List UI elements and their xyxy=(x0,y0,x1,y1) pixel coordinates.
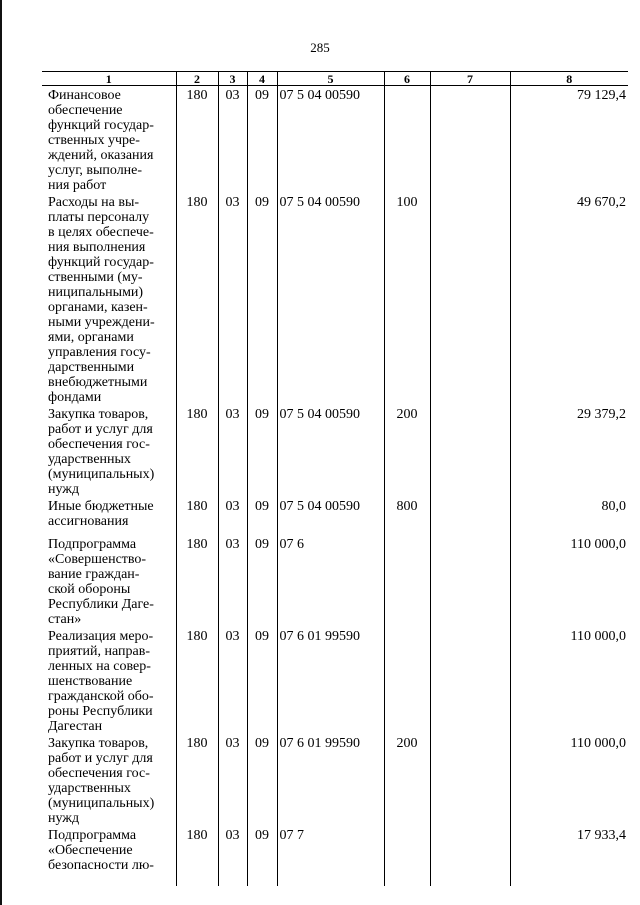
row-name: Закупка товаров, работ и услуг для обеспечения гос- ударственных (муниципальных) нужд xyxy=(48,736,155,826)
cell-section: 03 xyxy=(218,405,247,497)
cell-code: 180 xyxy=(176,627,218,734)
cell-amount: 29 379,2 xyxy=(510,405,628,497)
cell-expense-type: 100 xyxy=(384,193,430,405)
row-name: Подпрограмма «Обеспечение безопасности лю- xyxy=(48,828,154,873)
cell-target: 07 6 xyxy=(277,535,384,627)
cell-subsection: 09 xyxy=(247,193,277,405)
cell-col7 xyxy=(430,497,510,535)
cell-expense-type xyxy=(384,86,430,194)
cell-col7 xyxy=(430,193,510,405)
cell-col7 xyxy=(430,826,510,886)
cell-col7 xyxy=(430,734,510,826)
column-header: 6 xyxy=(384,72,430,86)
table-row xyxy=(42,193,628,405)
row-name: Иные бюджетные ассигнования xyxy=(48,499,154,529)
row-name: Подпрограмма «Совершенство- вание граждан- ской обороны Республики Даге- стан» xyxy=(48,537,154,627)
table-row xyxy=(42,535,628,627)
cell-subsection: 09 xyxy=(247,405,277,497)
cell-code: 180 xyxy=(176,405,218,497)
cell-col7 xyxy=(430,535,510,627)
cell-col7 xyxy=(430,405,510,497)
cell-amount: 80,0 xyxy=(510,497,628,535)
row-name: Закупка товаров, работ и услуг для обеспечения гос- ударственных (муниципальных) нужд xyxy=(48,407,155,497)
table-row xyxy=(42,826,628,886)
header-row xyxy=(42,72,628,86)
cell-code: 180 xyxy=(176,193,218,405)
cell-code: 180 xyxy=(176,734,218,826)
cell-section: 03 xyxy=(218,86,247,194)
row-name: Реализация меро- приятий, направ- ленных на совер- шенствование гражданской обо- роны Республики Дагестан xyxy=(48,629,154,734)
cell-subsection: 09 xyxy=(247,734,277,826)
cell-expense-type: 200 xyxy=(384,405,430,497)
column-header: 3 xyxy=(218,72,247,86)
cell-subsection: 09 xyxy=(247,826,277,886)
column-header: 4 xyxy=(247,72,277,86)
column-header: 7 xyxy=(430,72,510,86)
cell-amount: 110 000,0 xyxy=(510,535,628,627)
cell-amount: 110 000,0 xyxy=(510,627,628,734)
row-name: Расходы на вы- платы персоналу в целях обеспече- ния выполнения функций государ- ственными (му- ниципальными) органами, казен- ными учреждени- ями, органами управления госу- дарственными внебюджетными фондами xyxy=(48,195,155,405)
cell-target: 07 5 04 00590 xyxy=(277,405,384,497)
table-row xyxy=(42,497,628,535)
cell-code: 180 xyxy=(176,86,218,194)
cell-section: 03 xyxy=(218,734,247,826)
cell-expense-type xyxy=(384,627,430,734)
cell-expense-type: 800 xyxy=(384,497,430,535)
cell-col7 xyxy=(430,86,510,194)
cell-col7 xyxy=(430,627,510,734)
column-header: 8 xyxy=(510,72,628,86)
cell-target: 07 6 01 99590 xyxy=(277,627,384,734)
cell-target: 07 5 04 00590 xyxy=(277,193,384,405)
budget-table xyxy=(42,71,628,886)
cell-section: 03 xyxy=(218,193,247,405)
table-row xyxy=(42,405,628,497)
cell-amount: 17 933,4 xyxy=(510,826,628,886)
cell-amount: 49 670,2 xyxy=(510,193,628,405)
column-header: 5 xyxy=(277,72,384,86)
table-row xyxy=(42,86,628,194)
cell-expense-type xyxy=(384,535,430,627)
cell-code: 180 xyxy=(176,826,218,886)
row-name: Финансовое обеспечение функций государ- ственных учре- ждений, оказания услуг, выполне- ния работ xyxy=(48,88,154,193)
page-number: 285 xyxy=(310,40,330,55)
cell-target: 07 7 xyxy=(277,826,384,886)
cell-target: 07 6 01 99590 xyxy=(277,734,384,826)
column-header: 1 xyxy=(42,72,176,86)
cell-code: 180 xyxy=(176,497,218,535)
cell-section: 03 xyxy=(218,627,247,734)
column-header: 2 xyxy=(176,72,218,86)
cell-subsection: 09 xyxy=(247,86,277,194)
cell-subsection: 09 xyxy=(247,535,277,627)
cell-target: 07 5 04 00590 xyxy=(277,497,384,535)
cell-amount: 110 000,0 xyxy=(510,734,628,826)
table-row xyxy=(42,734,628,826)
cell-expense-type xyxy=(384,826,430,886)
cell-section: 03 xyxy=(218,826,247,886)
page-edge xyxy=(0,0,2,905)
cell-subsection: 09 xyxy=(247,627,277,734)
table-row xyxy=(42,627,628,734)
cell-subsection: 09 xyxy=(247,497,277,535)
cell-expense-type: 200 xyxy=(384,734,430,826)
cell-target: 07 5 04 00590 xyxy=(277,86,384,194)
cell-amount: 79 129,4 xyxy=(510,86,628,194)
cell-section: 03 xyxy=(218,535,247,627)
cell-section: 03 xyxy=(218,497,247,535)
cell-code: 180 xyxy=(176,535,218,627)
